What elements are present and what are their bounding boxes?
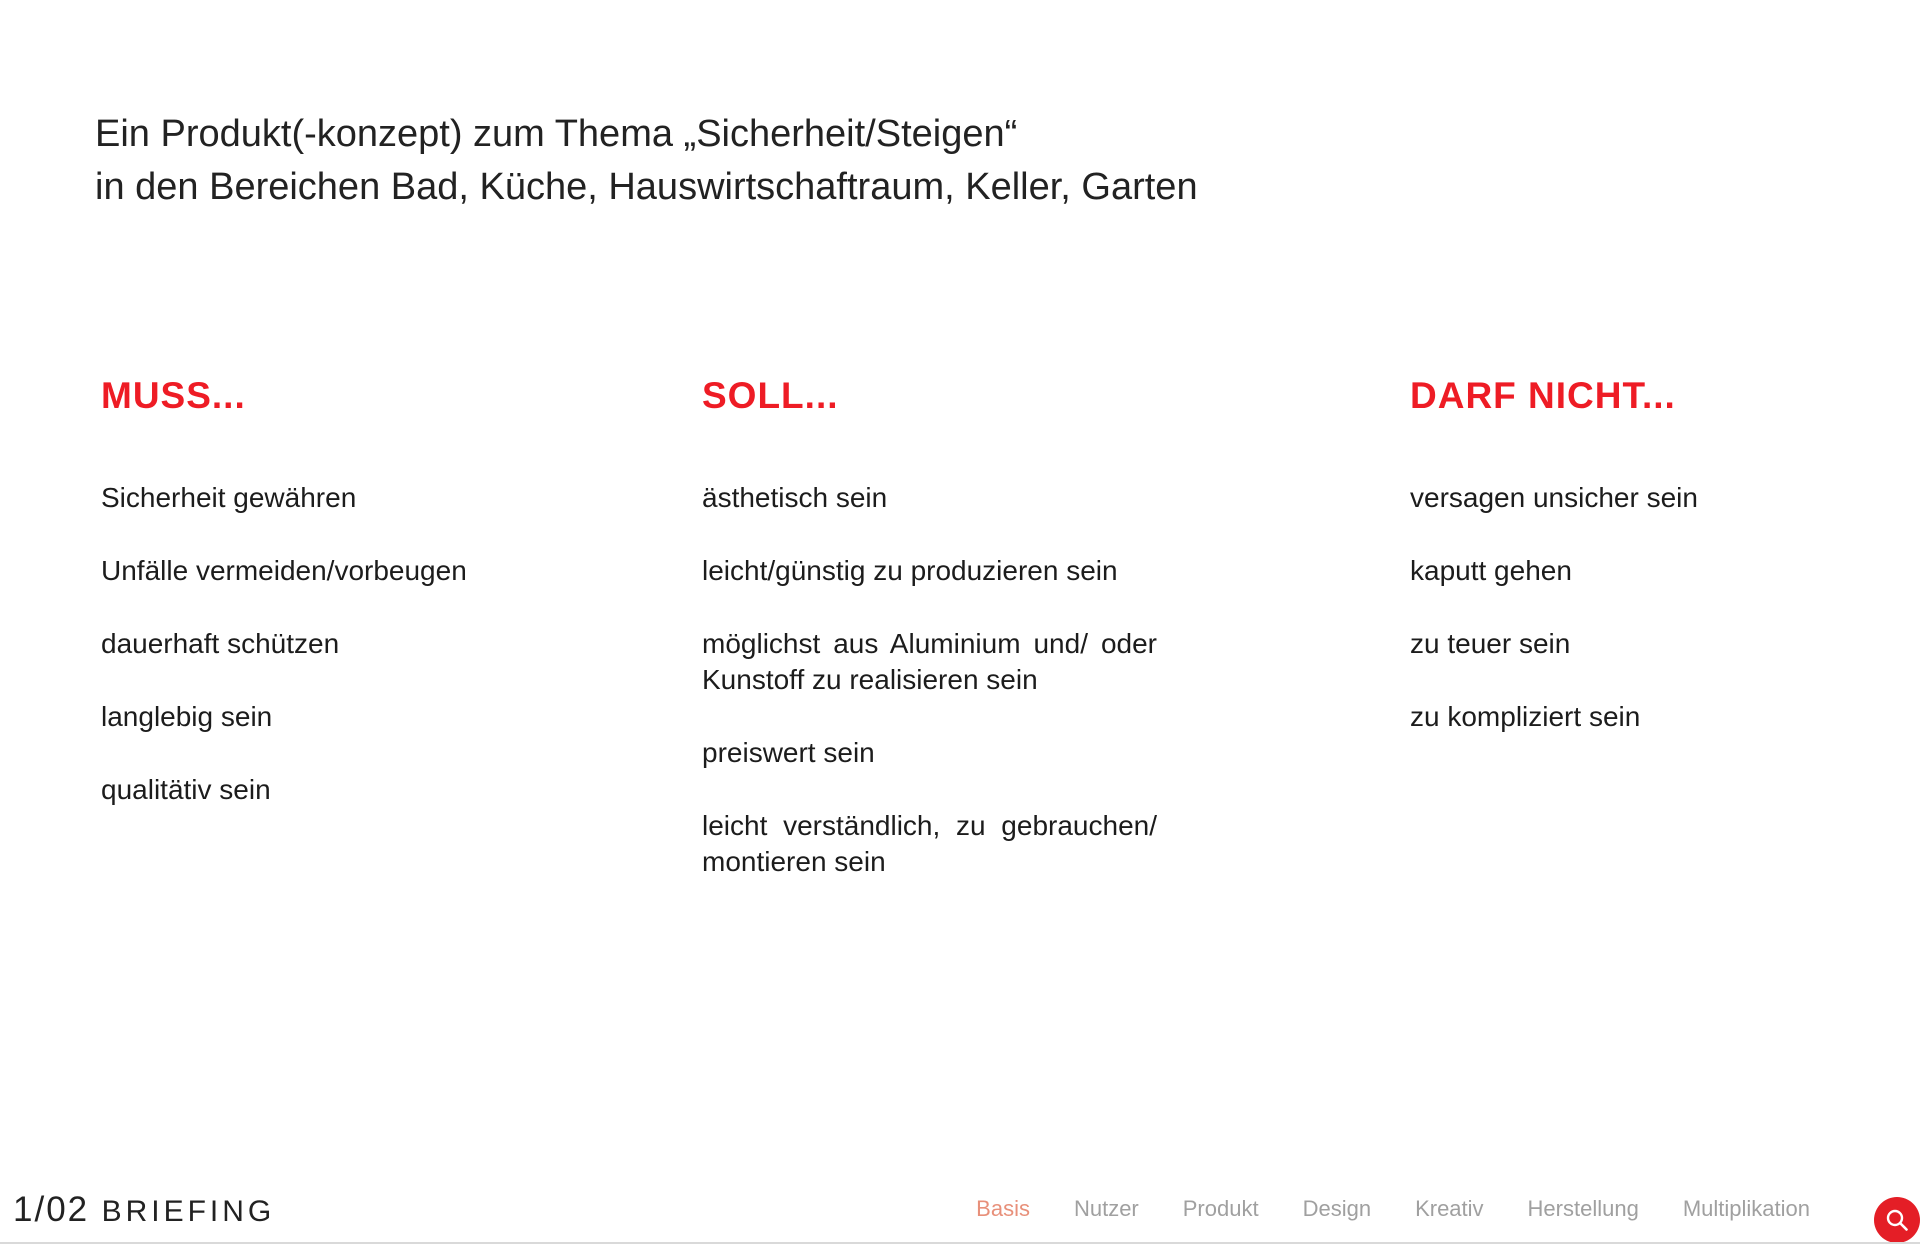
column-darf-nicht [1410,372,1870,772]
page-headline [95,108,1198,214]
list-item: versagen unsicher sein [1410,482,1698,513]
requirement-list-darf-nicht [1410,480,1870,735]
column-heading-darf-nicht: DARF NICHT... [1410,375,1676,416]
nav-item-produkt[interactable]: Produkt [1182,1196,1259,1221]
list-item: zu teuer sein [1410,628,1571,659]
footer-bar [0,1180,1920,1249]
list-item: ästhetisch sein [702,482,888,513]
nav-item-basis[interactable]: Basis [976,1196,1030,1221]
chapter-nav [932,1196,1810,1222]
list-item: qualitätiv sein [101,774,271,805]
nav-item-kreativ[interactable]: Kreativ [1415,1196,1484,1221]
list-item: Unfälle vermeiden/vorbeugen [101,555,467,586]
list-item: leicht verständlich, zu gebrauchen/ montieren sein [702,810,1157,877]
nav-item-herstellung[interactable]: Herstellung [1527,1196,1639,1221]
footer-divider [0,1242,1920,1244]
nav-item-nutzer[interactable]: Nutzer [1073,1196,1139,1221]
list-item: möglichst aus Aluminium und/ oder Kunstoff zu realisieren sein [702,628,1157,695]
list-item: leicht/günstig zu produzieren sein [702,555,1118,586]
list-item: Sicherheit gewähren [101,482,357,513]
search-icon [1885,1208,1909,1232]
column-muss [101,372,621,845]
section-number: 1/02 [13,1190,90,1229]
list-item: zu kompliziert sein [1410,701,1641,732]
headline-line-2: in den Bereichen Bad, Küche, Hauswirtschaftraum, Keller, Garten [95,166,1198,208]
section-label [13,1190,275,1230]
headline-line-1: Ein Produkt(-konzept) zum Thema „Sicherheit/Steigen“ [95,113,1018,155]
list-item: langlebig sein [101,701,273,732]
list-item: preiswert sein [702,737,875,768]
column-heading-soll: SOLL... [702,375,839,416]
section-title: BRIEFING [101,1195,276,1228]
column-heading-muss: MUSS... [101,375,246,416]
nav-item-multiplikation[interactable]: Multiplikation [1682,1196,1810,1221]
list-item: kaputt gehen [1410,555,1572,586]
column-soll [702,372,1157,917]
search-button[interactable] [1874,1197,1920,1243]
nav-item-design[interactable]: Design [1302,1196,1372,1221]
requirement-list-soll [702,480,1157,880]
requirement-list-muss [101,480,621,808]
list-item: dauerhaft schützen [101,628,340,659]
